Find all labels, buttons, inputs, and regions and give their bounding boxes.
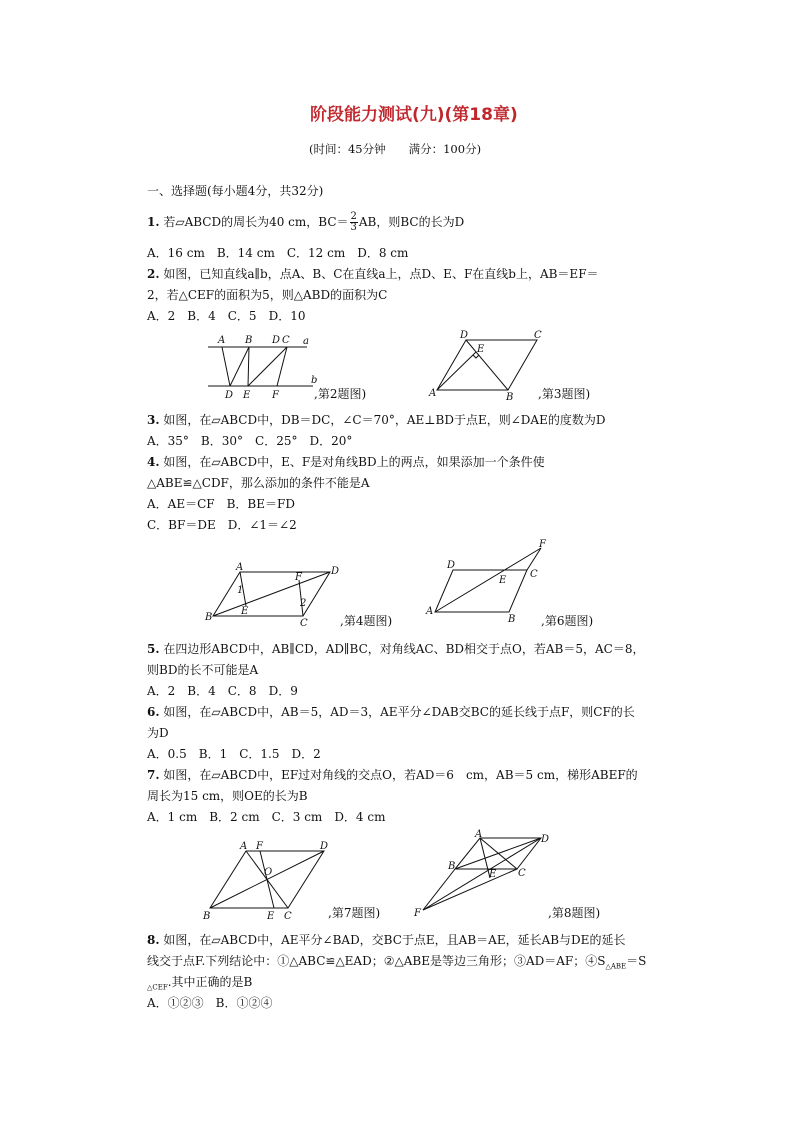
label-F: F: [295, 572, 302, 583]
label-E: E: [243, 390, 251, 401]
question-4-line2: △ABE≌△CDF，那么添加的条件不能是A: [147, 476, 370, 490]
subscript: △ABE: [605, 962, 627, 971]
label-a: a: [303, 336, 309, 347]
question-text: 如图，在▱ABCD中，AB＝5，AD＝3，AE平分∠DAB交BC的延长线于点F，则CF的长: [163, 705, 635, 719]
label-D: D: [447, 560, 456, 571]
label-F: F: [539, 539, 546, 550]
figure-8-caption: ,第8题图): [548, 906, 601, 920]
question-3: [147, 412, 605, 428]
page-subtitle: (时间：45分钟 满分：100分): [309, 142, 482, 156]
label-F: F: [256, 841, 263, 852]
question-1-options: A．16 cm B．14 cm C．12 cm D．8 cm: [147, 246, 409, 260]
label-E: E: [499, 575, 507, 586]
label-b: b: [311, 375, 318, 386]
question-2-options: A．2 B．4 C．5 D．10: [147, 309, 306, 323]
label-A: A: [240, 841, 248, 852]
figure-7: [200, 838, 335, 920]
question-7-options: A．1 cm B．2 cm C．3 cm D．4 cm: [147, 810, 386, 824]
label-C: C: [530, 569, 538, 580]
question-4: [147, 454, 545, 470]
label-C: C: [518, 868, 526, 879]
question-1: [147, 212, 464, 233]
question-6: [147, 704, 635, 720]
label-B: B: [448, 861, 456, 872]
figure-6: [424, 539, 554, 625]
label-D-top: D: [272, 335, 281, 346]
label-F: F: [272, 390, 279, 401]
label-A: A: [475, 829, 483, 840]
question-8-options: A．①②③ B．①②④: [147, 996, 273, 1010]
question-text: 如图，在▱ABCD中，EF过对角线的交点O，若AD＝6 cm，AB＝5 cm，梯形ABEF的: [163, 768, 638, 782]
question-4-options-1: A．AE＝CF B．BE＝FD: [147, 497, 295, 511]
label-B: B: [506, 392, 514, 403]
question-text: 线交于点F.下列结论中：①△ABC≌△EAD；②△ABE是等边三角形；③AD＝AF；④S: [147, 954, 606, 968]
question-text: 如图，已知直线a∥b，点A、B、C在直线a上，点D、E、F在直线b上，AB＝EF＝: [163, 267, 599, 281]
label-D: D: [320, 841, 329, 852]
question-5-options: A．2 B．4 C．8 D．9: [147, 684, 298, 698]
figure-2-caption: ,第2题图): [314, 387, 367, 401]
figure-3: [426, 330, 546, 402]
question-number: 1.: [147, 215, 160, 229]
question-text-cont: .其中正确的是B: [167, 975, 253, 989]
question-4-options-2: C．BF＝DE D．∠1＝∠2: [147, 518, 297, 532]
question-number: 7.: [147, 768, 160, 782]
label-C: C: [300, 618, 308, 629]
fraction: [350, 212, 358, 233]
label-D: D: [541, 834, 550, 845]
label-A: A: [236, 562, 244, 573]
question-8-line3: [147, 974, 252, 995]
question-number: 3.: [147, 413, 160, 427]
section-heading: 一、选择题(每小题4分，共32分): [147, 184, 324, 198]
question-3-options: A．35° B．30° C．25° D．20°: [147, 434, 353, 448]
label-B: B: [205, 612, 213, 623]
label-A: A: [218, 335, 226, 346]
subscript: △CEF: [147, 983, 168, 992]
label-B: B: [245, 335, 253, 346]
question-5-line2: 则BD的长不可能是A: [147, 663, 259, 677]
label-F: F: [414, 908, 421, 919]
question-text: 如图，在▱ABCD中，E、F是对角线BD上的两点，如果添加一个条件使: [163, 455, 545, 469]
label-B: B: [508, 614, 516, 625]
figure-4-caption: ,第4题图): [340, 614, 393, 628]
question-text-eq: ＝S: [626, 954, 647, 968]
figure-3-caption: ,第3题图): [538, 387, 591, 401]
question-5: [147, 641, 644, 657]
page-title: 阶段能力测试(九)(第18章): [310, 105, 518, 125]
question-number: 6.: [147, 705, 160, 719]
question-text-cont: AB，则BC的长为D: [358, 215, 465, 229]
question-number: 2.: [147, 267, 160, 281]
label-A: A: [426, 606, 434, 617]
question-number: 4.: [147, 455, 160, 469]
question-6-options: A．0.5 B．1 C．1.5 D．2: [147, 747, 321, 761]
label-C: C: [284, 911, 292, 922]
label-E: E: [241, 606, 249, 617]
label-E: E: [267, 911, 275, 922]
figure-6-caption: ,第6题图): [541, 614, 594, 628]
question-number: 8.: [147, 933, 160, 947]
label-E: E: [477, 344, 485, 355]
question-text: 如图，在▱ABCD中，AE平分∠BAD，交BC于点E，且AB＝AE，延长AB与DE的延长: [163, 933, 626, 947]
question-number: 5.: [147, 642, 160, 656]
label-C: C: [534, 330, 542, 341]
label-D: D: [225, 390, 234, 401]
question-6-line2: 为D: [147, 726, 169, 740]
figure-8: [410, 826, 560, 918]
question-text: 在四边形ABCD中，AB∥CD，AD∥BC，对角线AC、BD相交于点O，若AB＝5，AC＝8，: [163, 642, 645, 656]
label-D: D: [460, 330, 469, 341]
label-angle-2: 2: [300, 598, 307, 609]
question-7-line2: 周长为15 cm，则OE的长为B: [147, 789, 308, 803]
label-E: E: [489, 869, 497, 880]
question-8: [147, 932, 625, 948]
figure-2: [205, 332, 325, 402]
fraction-numerator: 2: [350, 211, 357, 222]
label-B: B: [203, 911, 211, 922]
question-7: [147, 767, 638, 783]
label-A: A: [429, 388, 437, 399]
question-text: 如图，在▱ABCD中，DB＝DC，∠C＝70°，AE⊥BD于点E，则∠DAE的度数为D: [163, 413, 606, 427]
fraction-denominator: 3: [350, 222, 357, 233]
question-8-line2: [147, 953, 646, 974]
label-angle-1: 1: [237, 585, 244, 596]
question-text: 若▱ABCD的周长为40 cm，BC＝: [163, 215, 349, 229]
question-2-line2: 2，若△CEF的面积为5，则△ABD的面积为C: [147, 288, 388, 302]
question-2: [147, 266, 599, 282]
label-O: O: [264, 867, 273, 878]
figure-4: [204, 560, 344, 628]
figure-7-caption: ,第7题图): [328, 906, 381, 920]
label-D: D: [331, 566, 340, 577]
label-C: C: [282, 335, 290, 346]
